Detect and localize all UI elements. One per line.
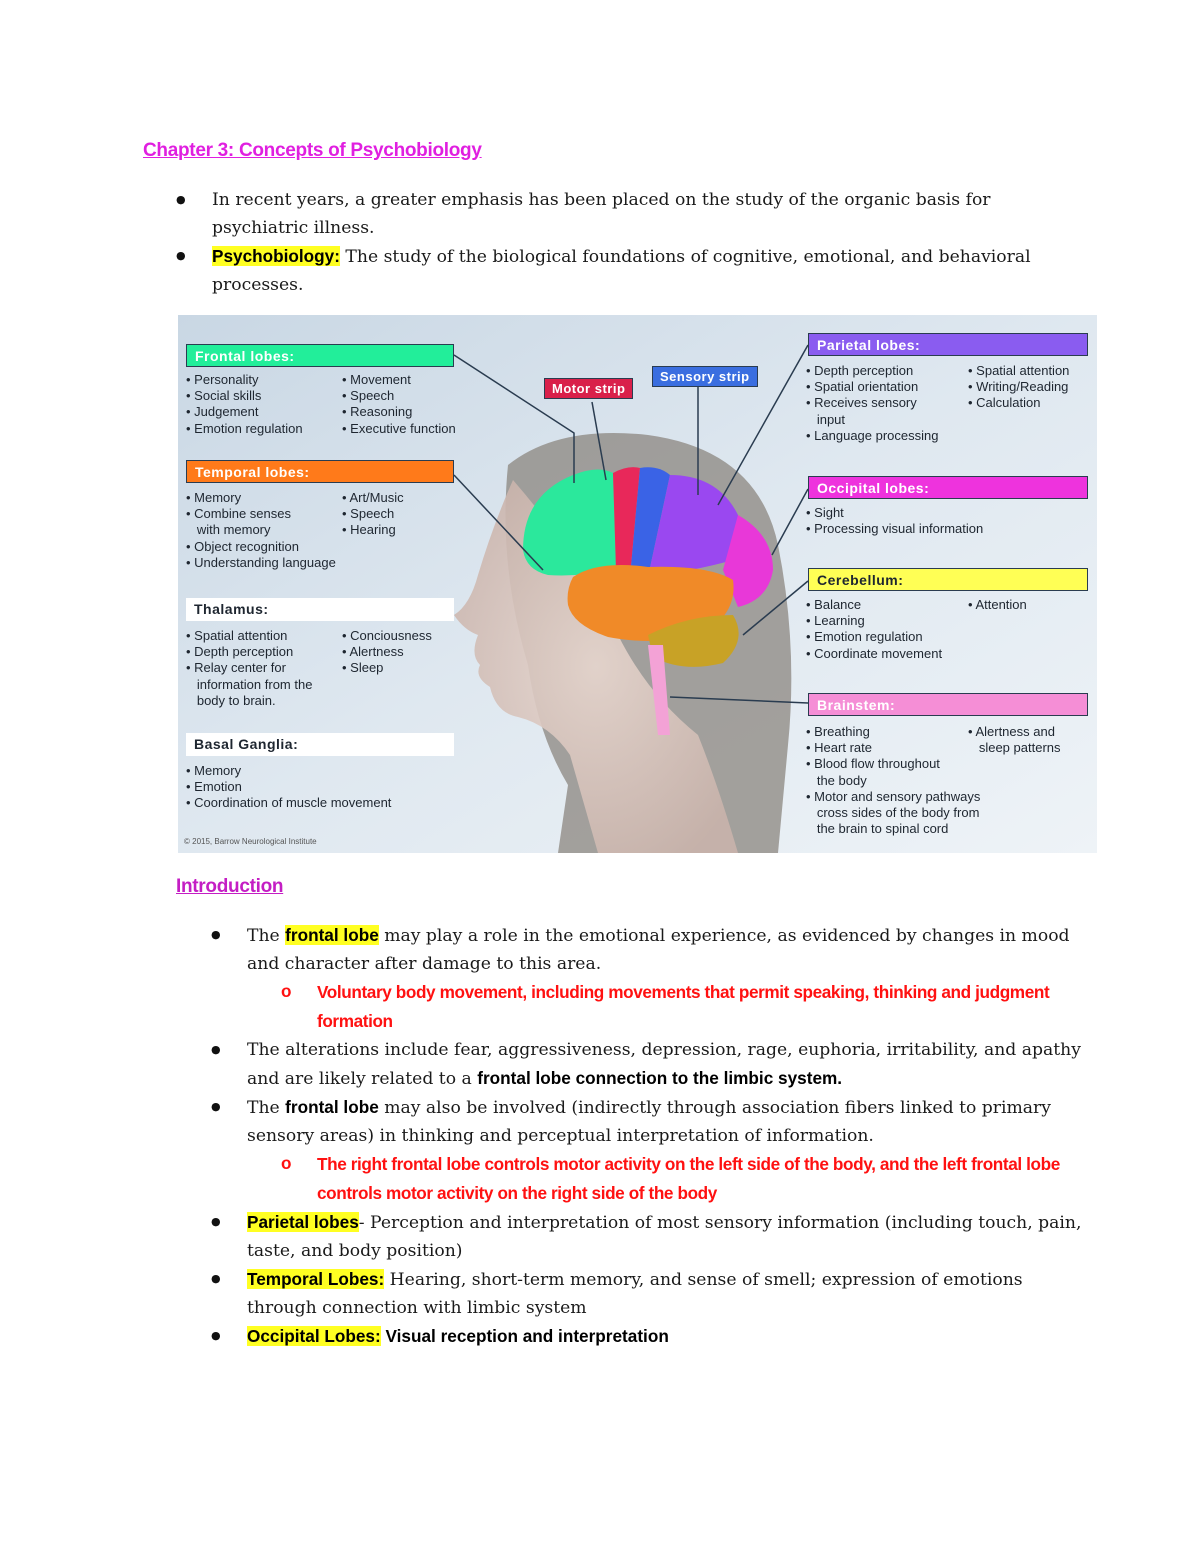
list-item: • Calculation [968, 395, 1041, 411]
list-item: • Personality [186, 372, 259, 387]
list-item: • Judgement [186, 404, 259, 420]
list-item: • Depth perception [186, 644, 294, 660]
list-item [211, 921, 1091, 978]
thalamus-col2 [342, 628, 432, 677]
list-item: • Emotion regulation [186, 420, 303, 436]
list-item: • Spatial orientation [806, 379, 919, 395]
list-item [211, 1265, 1091, 1322]
list-item: • Motor and sensory pathways [806, 788, 981, 804]
list-item: • Hearing [342, 522, 396, 538]
list-item: • Art/Music [342, 490, 404, 505]
bold-text: frontal lobe [285, 1097, 379, 1117]
list-item [211, 1093, 1091, 1150]
list-item [211, 1322, 1091, 1351]
definition-text: The study of the biological foundations of cognitive, emotional, and behavioral processes. [212, 247, 1031, 295]
list-item: • Writing/Reading [968, 379, 1069, 395]
cerebellum-col2 [968, 597, 1027, 613]
list-item: • Speech [342, 388, 395, 404]
cerebellum-title: Cerebellum: [808, 568, 1088, 591]
list-item: • Memory [186, 763, 242, 778]
term-temporal-lobes: Temporal Lobes: [247, 1269, 385, 1289]
list-item: cross sides of the body from [806, 805, 980, 821]
brain-diagram [178, 315, 1097, 853]
temporal-col1 [186, 490, 336, 571]
brainstem-title: Brainstem: [808, 693, 1088, 716]
sub-list-item [211, 1150, 1091, 1208]
list-item: information from the [186, 676, 313, 692]
sensory-strip-tag: Sensory strip [652, 366, 758, 387]
section-heading-introduction: Introduction [176, 876, 284, 897]
text: Hearing, short-term memory, and sense of smell; expression of emotions through connection with limbic system [247, 1270, 1023, 1318]
brainstem-col2 [968, 724, 1061, 756]
brainstem-col1 [806, 724, 980, 837]
cerebellum-col1 [806, 597, 942, 662]
red-note: Voluntary body movement, including movements that permit speaking, thinking and judgment formation [317, 982, 1050, 1031]
term-occipital-lobes: Occipital Lobes: [247, 1326, 381, 1346]
list-item: • Language processing [806, 427, 939, 443]
basal-col1 [186, 763, 391, 812]
motor-strip-tag: Motor strip [544, 378, 633, 399]
list-item: • Sleep [342, 660, 384, 676]
text: may also be involved (indirectly through association fibers linked to primary sensory areas) in thinking and perceptual interpretation of information. [247, 1098, 1051, 1146]
term-psychobiology: Psychobiology: [212, 246, 340, 266]
list-item [211, 1036, 1091, 1093]
text: The [247, 926, 286, 946]
list-item: • Heart rate [806, 740, 872, 756]
list-item: • Emotion [186, 779, 242, 795]
text: The [247, 1098, 286, 1118]
list-item: • Memory [186, 490, 242, 505]
frontal-col1 [186, 372, 303, 437]
thalamus-col1 [186, 628, 312, 709]
occipital-lobes-title: Occipital lobes: [808, 476, 1088, 499]
list-item: • Coordinate movement [806, 645, 943, 661]
list-item: • Receives sensory [806, 395, 917, 411]
sub-list-item [211, 978, 1091, 1036]
list-item: • Executive function [342, 420, 456, 436]
list-item: • Speech [342, 506, 395, 522]
list-item: ● In recent years, a greater emphasis has been placed on the study of the organic basis for psychiatric illness. [176, 186, 1076, 242]
parietal-col1 [806, 363, 938, 444]
list-item: • Movement [342, 372, 411, 387]
list-item: • Spatial attention [968, 363, 1070, 378]
list-item: • Depth perception [806, 363, 914, 378]
list-item: • Breathing [806, 724, 870, 739]
term-frontal-lobe: frontal lobe [285, 925, 379, 945]
list-item: • Learning [806, 613, 865, 629]
list-item: • Balance [806, 597, 862, 612]
occipital-col1 [806, 505, 983, 537]
list-item: • Understanding language [186, 554, 336, 570]
page-title: Chapter 3: Concepts of Psychobiology [143, 140, 482, 161]
list-item: the body [806, 772, 867, 788]
text: - Perception and interpretation of most sensory information (including touch, pain, taste, and body position) [247, 1213, 1082, 1261]
frontal-col2 [342, 372, 456, 437]
list-item: with memory [186, 522, 271, 538]
list-item: • Emotion regulation [806, 629, 923, 645]
list-item: • Relay center for [186, 660, 286, 676]
list-item: • Sight [806, 505, 844, 520]
term-parietal-lobes: Parietal lobes [247, 1212, 359, 1232]
list-item: • Attention [968, 597, 1027, 612]
list-item: input [806, 411, 846, 427]
temporal-lobes-title: Temporal lobes: [186, 460, 454, 483]
thalamus-title: Thalamus: [186, 598, 454, 621]
list-item: • Alertness [342, 644, 404, 660]
bold-text: frontal lobe connection to the limbic system. [477, 1068, 843, 1088]
frontal-lobes-title: Frontal lobes: [186, 344, 454, 367]
list-item: the brain to spinal cord [806, 821, 949, 837]
list-item: • Object recognition [186, 538, 299, 554]
figure-copyright: © 2015, Barrow Neurological Institute [184, 837, 317, 846]
parietal-lobes-title: Parietal lobes: [808, 333, 1088, 356]
list-item: • Social skills [186, 388, 262, 404]
intro-bullets [176, 186, 1076, 299]
temporal-col2 [342, 490, 404, 539]
list-item: • Blood flow throughout [806, 756, 940, 772]
text: may play a role in the emotional experience, as evidenced by changes in mood and character after damage to this area. [247, 926, 1070, 974]
introduction-list [211, 921, 1091, 1351]
text: The alterations include fear, aggressiveness, depression, rage, euphoria, irritability, and apathy and are likely related to a [247, 1040, 1081, 1089]
list-item: • Coordination of muscle movement [186, 795, 392, 811]
bold-text: Visual reception and interpretation [380, 1326, 669, 1346]
list-item: • Processing visual information [806, 521, 984, 537]
red-note: The right frontal lobe controls motor activity on the left side of the body, and the left frontal lobe controls motor activity on the right side of the body [317, 1154, 1060, 1203]
list-item: sleep patterns [968, 740, 1061, 756]
list-item: body to brain. [186, 692, 276, 708]
list-item: • Alertness and [968, 724, 1055, 739]
list-item: • Spatial attention [186, 628, 288, 643]
list-item: • Conciousness [342, 628, 432, 643]
list-item: • Combine senses [186, 506, 291, 522]
list-item [211, 1208, 1091, 1265]
list-item [176, 242, 1076, 299]
basal-ganglia-title: Basal Ganglia: [186, 733, 454, 756]
parietal-col2 [968, 363, 1069, 412]
list-item: • Reasoning [342, 404, 413, 420]
